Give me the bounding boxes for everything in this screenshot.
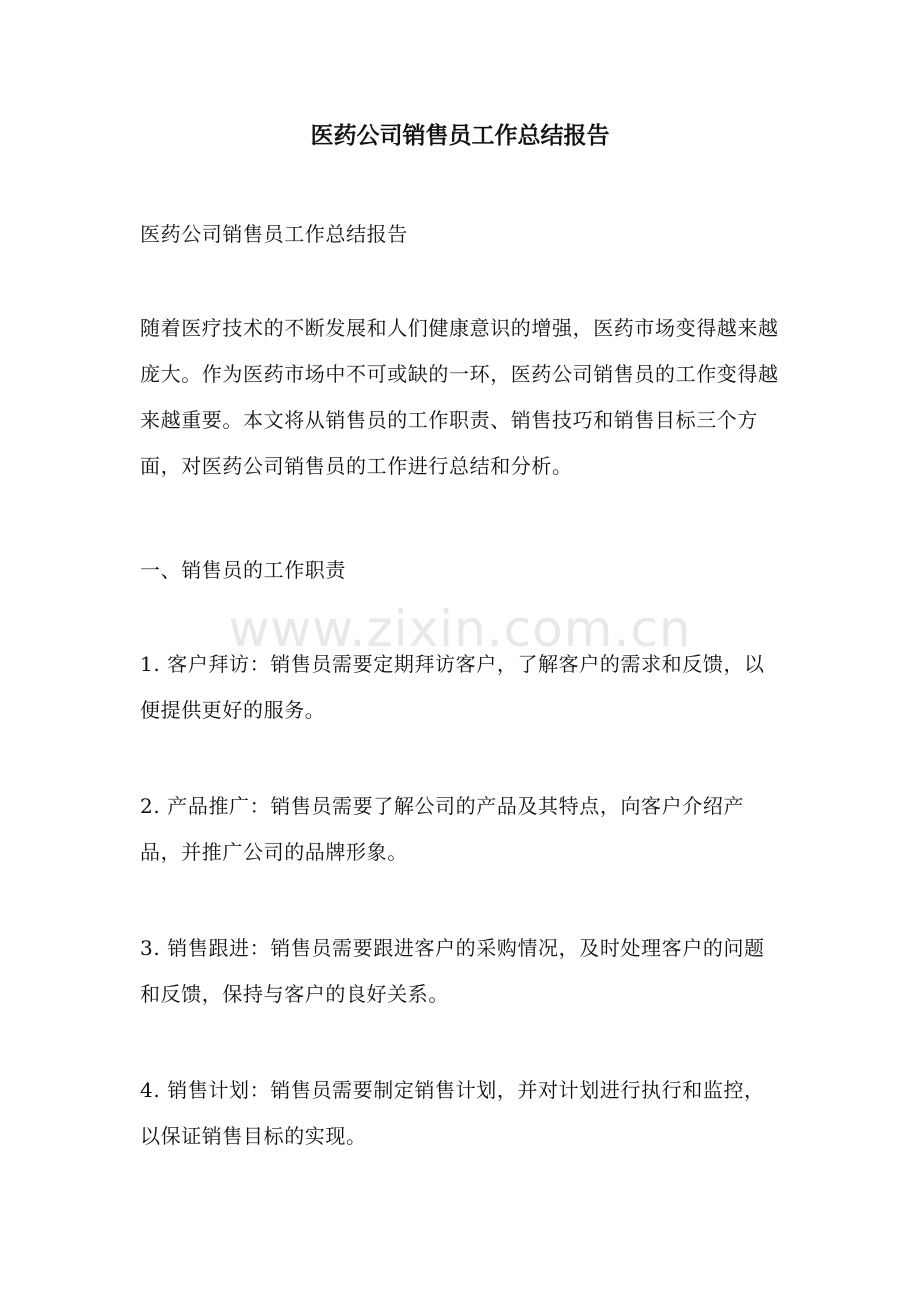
list-item: 2. 产品推广：销售员需要了解公司的产品及其特点，向客户介绍产品，并推广公司的品牌形象。 xyxy=(140,794,745,864)
intro-paragraph: 随着医疗技术的不断发展和人们健康意识的增强，医药市场变得越来越庞大。作为医药市场中不可或缺的一环，医药公司销售员的工作变得越来越重要。本文将从销售员的工作职责、销售技巧和销售目标三个方面，对医药公司销售员的工作进行总结和分析。 xyxy=(140,316,779,478)
list-item: 3. 销售跟进：销售员需要跟进客户的采购情况，及时处理客户的问题和反馈，保持与客户的良好关系。 xyxy=(140,936,765,1006)
watermark: www.zixin.com.cn xyxy=(228,600,692,658)
list-item: 4. 销售计划：销售员需要制定销售计划，并对计划进行执行和监控，以保证销售目标的实现。 xyxy=(140,1078,765,1148)
document-subtitle: 医药公司销售员工作总结报告 xyxy=(140,222,408,246)
page-title: 医药公司销售员工作总结报告 xyxy=(310,122,610,149)
section-heading: 一、销售员的工作职责 xyxy=(140,558,346,582)
list-item: 1. 客户拜访：销售员需要定期拜访客户，了解客户的需求和反馈，以便提供更好的服务。 xyxy=(140,652,765,722)
